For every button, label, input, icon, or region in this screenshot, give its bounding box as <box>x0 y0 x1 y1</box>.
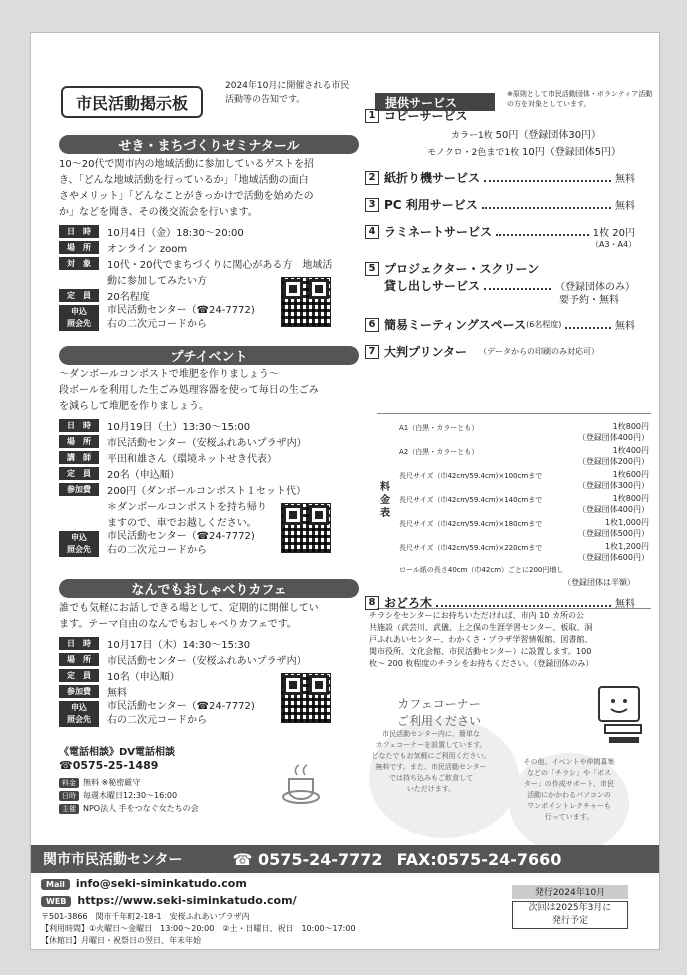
section-seminar-title: せき・まちづくりゼミナタール <box>59 135 359 154</box>
fee-table-label: 料金表 <box>380 482 390 519</box>
phone-consultation: 《電話相談》DV電話相談 ☎0575-25-1489 料金 無料 ※秘密厳守 日時 毎週木曜日12:30〜16:00 主催 NPO法人 手をつなぐ女たちの会 <box>59 747 199 813</box>
section-seminar-body: 10〜20代で関市内の地域活動に参加しているゲストを招 き、「どんな地域活動を行っているか」「地域活動の面白 さやメリット」「どんなことがきっかけで活動を始めたの か」などを聞き、その後交流会を行います。 <box>59 159 315 218</box>
service-projector-line2: 貸し出しサービス （登録団体のみ） <box>384 279 635 293</box>
center-phone[interactable]: ☎ 0575-24-7772 <box>232 849 383 869</box>
flyer-page <box>30 32 660 950</box>
computer-mascot-icon <box>591 681 655 751</box>
services-title: 提供サービス <box>375 93 495 111</box>
service-copy: 1 コピーサービス <box>365 107 635 124</box>
fee-row: 長尺サイズ（巾42cm/59.4cm)×180cmまで 1枚1,000円 （登録団体500円） <box>399 518 649 538</box>
copy-mono-price: モノクロ・2色まで1枚 10円（登録団体5円） <box>427 147 622 158</box>
seminar-qr-code[interactable] <box>281 277 331 327</box>
section-cafe-title: なんでもおしゃべりカフェ <box>59 579 359 598</box>
section-cafe-body: 誰でも気軽にお話しできる場として、定期的に開催してい ます。テーマ自由のなんでもおしゃべりカフェです。 <box>59 603 319 630</box>
fee-row: 長尺サイズ（巾42cm/59.4cm)×100cmまで 1枚600円 （登録団体300円） <box>399 470 649 490</box>
service-pc: 3 PC 利用サービス 無料 <box>365 196 635 213</box>
roll-paper-note: ロール紙の長さ40cm（巾42cm）ごとに200円増し <box>399 566 564 574</box>
service-odoroki: 8 おどろ木 無料 <box>365 594 635 611</box>
laminate-size: （A3・A4） <box>591 240 637 249</box>
fee-row: 長尺サイズ（巾42cm/59.4cm)×220cmまで 1枚1,200円 （登録団体600円） <box>399 542 649 562</box>
service-folding: 2 紙折り機サービス 無料 <box>365 169 635 186</box>
cafe-details: 日 時 10月17日（木）14:30〜15:30 場 所 市民活動センター（安桜ふれあいプラザ内） 定 員 10名（申込順） 参加費 無料 申込 照会先 市民活動センター（☎24-7772) 右の二次元コードから <box>59 635 359 729</box>
odoroki-description: チラシをセンターにお持ちいただければ、市内 10 カ所の公 共施設（武芸川、武儀、上之保の生涯学習センター、板取、洞 戸ふれあいセンター、わかくさ・プラザ学習情報館、図書館、 関市役所、文化会館、市民活動センター）に設置します。100 枚〜 200 枚程度のチラシをお持ちください。（登録団体のみ） <box>369 611 594 668</box>
cafe-body: 市民活動センター内に、簡単な カフェコーナーを設置しています。 どなたでもお気軽にご利用ください。 無料です。また、市民活動センター では持ち込みもご飲食して いただけます。 <box>371 730 491 793</box>
projector-reservation: 要予約・無料 <box>559 295 619 306</box>
center-website[interactable]: https://www.seki-siminkatudo.com/ <box>77 894 297 907</box>
cafe-qr-code[interactable] <box>281 673 331 723</box>
next-issue: 次回は2025年3月に 発行予定 <box>512 901 628 929</box>
event-qr-code[interactable] <box>281 503 331 553</box>
footer-bar <box>31 845 659 873</box>
service-large-printer: 7 大判プリンター （データからの印刷のみ対応可） <box>365 343 635 360</box>
center-name: 関市市民活動センター <box>43 852 183 868</box>
section-event-body: 〜ダンボールコンポストで堆肥を作りましょう〜 段ボールを利用した生ごみ処理容器を使って毎日の生ごみ を減らして堆肥を作りましょう。 <box>59 369 319 412</box>
board-title: 市民活動掲示板 <box>61 86 203 118</box>
service-meeting-space: 6 簡易ミーティングスペース (6名程度) 無料 <box>365 316 635 333</box>
center-fax: FAX:0575-24-7660 <box>396 849 562 869</box>
roll-paper-discount: （登録団体は半額） <box>563 578 635 587</box>
seminar-details: 日 時 10月4日（金）18:30〜20:00 場 所 オンライン zoom 対 象 10代・20代でまちづくりに関心がある方 地域活 動に参加してみたい方 定 員 20名程度 申込 照会先 市民活動センター（☎24-7772) 右の二次元コードから <box>59 223 359 333</box>
support-body: その他、イベントや仲間募集 などの「チラシ」や「ポス ター」の作成サポート、市民 活動にかかわるパソコンの ワンポイントレクチャーも 行っています。 <box>523 758 615 821</box>
fee-row: A2（白黒・カラーとも） 1枚400円 （登録団体200円） <box>399 446 649 466</box>
coffee-cup-icon <box>277 761 327 811</box>
section-event-title: プチイベント <box>59 346 359 365</box>
copy-color-price: カラー1枚 50円（登録団体30円） <box>451 130 602 141</box>
center-email[interactable]: info@seki-siminkatudo.com <box>75 877 247 890</box>
service-projector: 5 プロジェクター・スクリーン <box>365 260 635 277</box>
service-laminate: 4 ラミネートサービス 1枚 20円 <box>365 223 635 240</box>
board-description: 2024年10月に開催される市民活動等の告知です。 <box>225 81 350 105</box>
fee-row: 長尺サイズ（巾42cm/59.4cm)×140cmまで 1枚800円 （登録団体400円） <box>399 494 649 514</box>
footer-contact: Mail info@seki-siminkatudo.com WEB https://www.seki-siminkatudo.com/ 〒501-3866 関市千年町2-18-1 安桜ふれあいプラザ内 【利用時間】①火曜日〜金曜日 13:00〜20:00 ②土・日曜日、祝日 10:00〜17:00 【休館日】月曜日・祝祭日の翌日、年末年始 <box>41 877 356 945</box>
issue-date: 発行2024年10月 <box>512 885 628 899</box>
event-details: 日 時 10月19日（土）13:30〜15:00 場 所 市民活動センター（安桜ふれあいプラザ内） 講 師 平田和雄さん（環境ネットせき代表） 定 員 20名（申込順） 参加費 200円（ダンボールコンポスト１セット代） ＊ダンボールコンポストを持ち帰り ますので、車でお越しください。 申込 照会先 市民活動センター（☎24-7772) 右の二次元コードから <box>59 417 359 559</box>
services-note: ※原則として市民活動団体・ボランティア活動の方を対象としています。 <box>507 90 653 108</box>
cafe-title: カフェコーナー ご利用ください <box>396 697 481 728</box>
fee-row: A1（白黒・カラーとも） 1枚800円 （登録団体400円） <box>399 422 649 442</box>
